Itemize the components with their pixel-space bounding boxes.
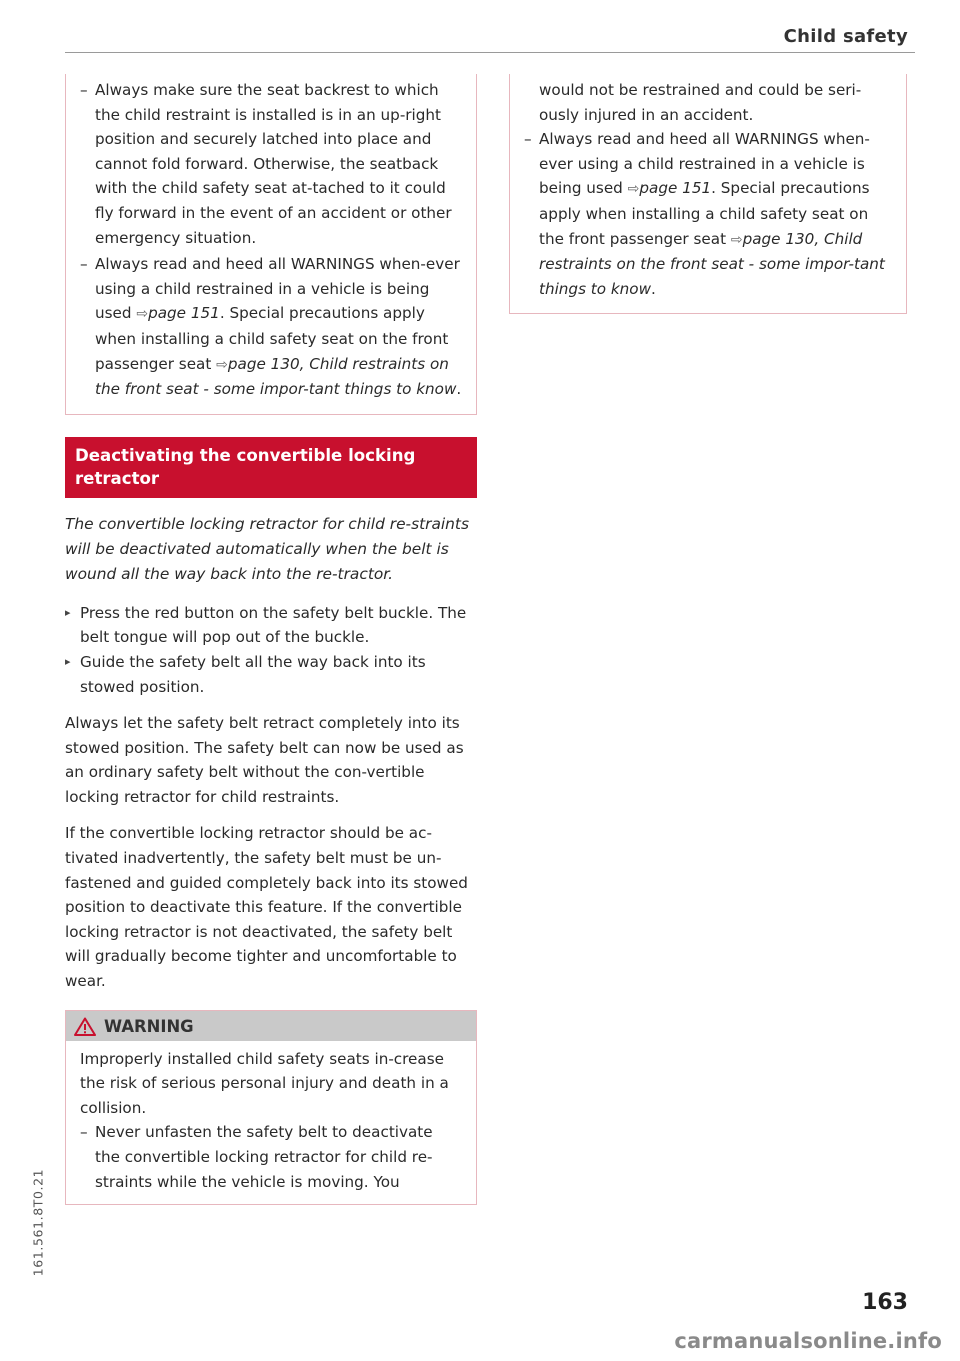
warning-continuation-box	[509, 74, 907, 314]
step-item: ▸ Press the red button on the safety belt buckle. The belt tongue will pop out of the buckle.	[65, 601, 477, 650]
warning-label: WARNING	[104, 1016, 194, 1036]
item-text: .	[456, 380, 462, 399]
warning-list	[80, 78, 462, 402]
warning-list	[80, 1120, 462, 1194]
section-heading: Deactivating the convertible locking retractor	[65, 437, 477, 498]
arrow-right-icon: ⇨	[627, 181, 640, 198]
right-column	[509, 74, 907, 314]
section-intro: The convertible locking retractor for child re-straints will be deactivated automatically when the belt is wound all the way back into the re-tractor.	[65, 514, 469, 583]
item-text: .	[651, 279, 656, 298]
instruction-steps	[65, 601, 477, 699]
document-code	[28, 1140, 48, 1310]
body-paragraph: Always let the safety belt retract completely into its stowed position. The safety belt can now be used as an ordinary safety belt without the con-vertible locking retractor for child restraints.	[65, 714, 464, 806]
item-text: . Special precautions apply when installing a child safety seat on the front passenger seat	[95, 304, 449, 373]
list-item	[524, 127, 892, 301]
watermark: carmanualsonline.info	[674, 1329, 942, 1353]
item-text: Always read and heed all WARNINGS when-ever using a child restrained in a vehicle is being used	[539, 130, 870, 198]
warning-header	[66, 1011, 476, 1041]
warning-triangle-icon	[74, 1017, 96, 1036]
list-item: – Always make sure the seat backrest to which the child restraint is installed is in an up-right position and securely latched into place and cannot fold forward. Otherwise, the seatback with the child safety seat at-tached to it could fly forward in the event of an accident or other emergency situation.	[80, 78, 462, 250]
page-reference-link[interactable]: page 151	[639, 179, 712, 198]
warning-box	[65, 1010, 477, 1206]
arrow-right-icon: ⇨	[730, 231, 743, 248]
step-item: ▸ Guide the safety belt all the way back into its stowed position.	[65, 650, 477, 699]
page-number: 163	[862, 1290, 908, 1315]
page-reference-link[interactable]: page 130, Child restraints on the front seat - some impor-tant things to know	[539, 229, 885, 298]
header-divider	[65, 52, 915, 53]
page-reference-link[interactable]: page 130, Child restraints on the front seat - some impor-tant things to know	[95, 354, 457, 399]
warning-continuation-box	[65, 74, 477, 415]
page-reference-link[interactable]: page 151	[148, 304, 220, 323]
continuation-text: would not be restrained and could be seri-ously injured in an accident.	[539, 81, 862, 124]
item-text: Always read and heed all WARNINGS when-ever using a child restrained in a vehicle is being used	[95, 255, 460, 323]
warning-text: Improperly installed child safety seats in-crease the risk of serious personal injury and death in a collision.	[80, 1049, 449, 1117]
body-paragraph: If the convertible locking retractor should be ac-tivated inadvertently, the safety belt must be un-fastened and guided completely back into its stowed position to deactivate this feature. If the convertible locking retractor is not deactivated, the safety belt will gradually become tighter and uncomfortable to wear.	[65, 824, 468, 991]
list-item	[80, 252, 462, 402]
item-text: . Special precautions apply when installing a child safety seat on the front passenger seat	[539, 179, 870, 248]
arrow-right-icon: ⇨	[216, 356, 228, 373]
left-column	[65, 74, 477, 1205]
running-header: Child safety	[783, 26, 908, 47]
warning-body	[66, 1041, 476, 1205]
warning-list	[524, 127, 892, 301]
list-item: – Never unfasten the safety belt to deactivate the convertible locking retractor for child re-straints while the vehicle is moving. You	[80, 1120, 462, 1194]
arrow-right-icon: ⇨	[136, 306, 149, 323]
document-code-text: 161.561.8T0.21	[30, 1168, 46, 1277]
